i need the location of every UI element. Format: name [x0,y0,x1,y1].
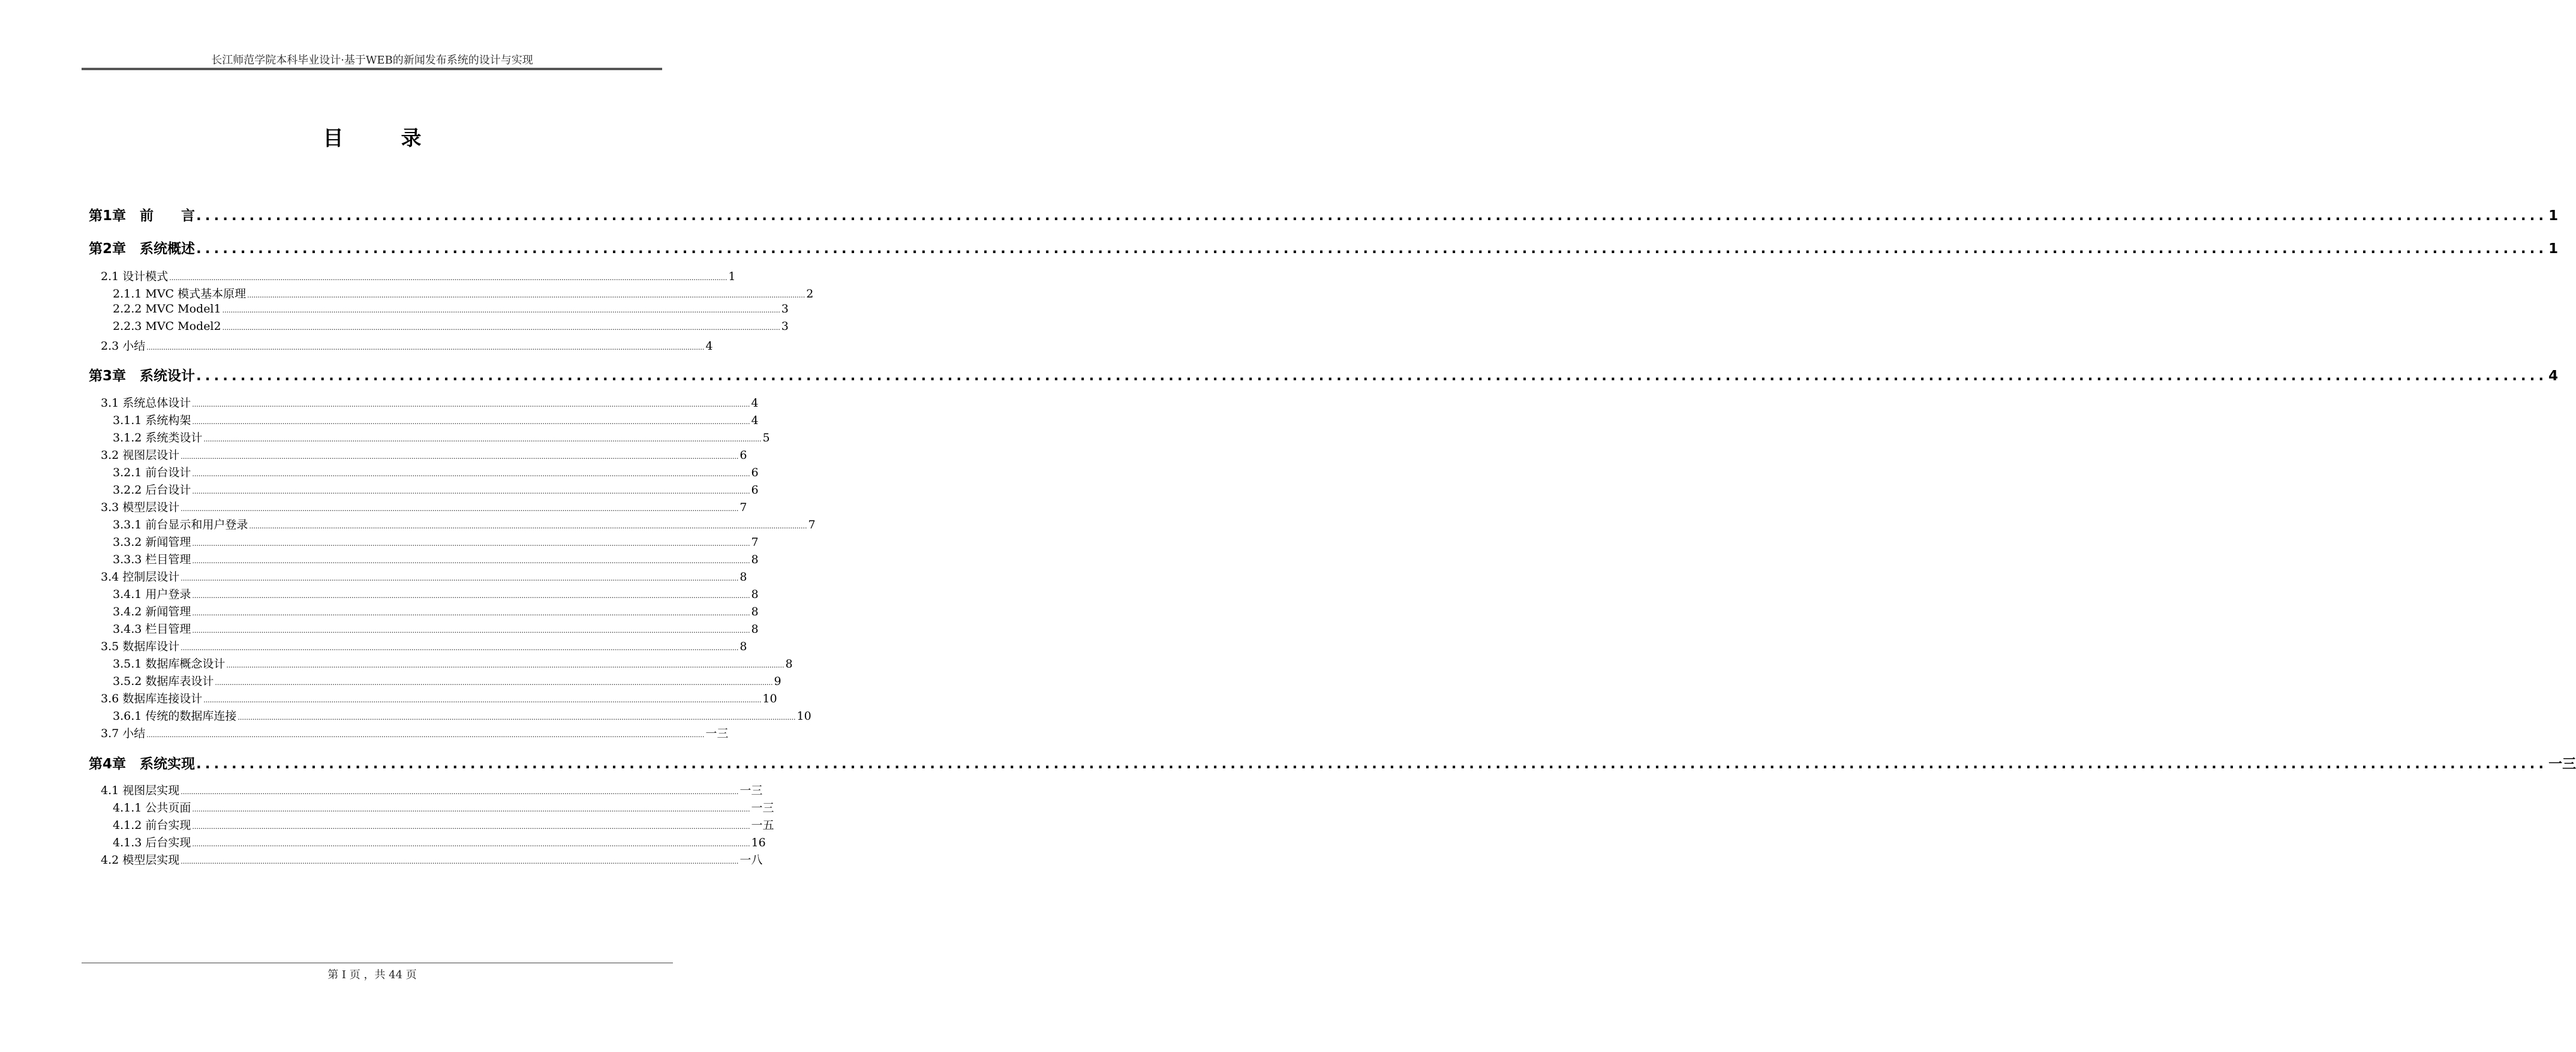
toc-entry[interactable] [113,320,789,333]
dot-leader: .......................................................................................................................................................................................................................................................................... [181,453,739,461]
toc-entry[interactable] [113,603,759,619]
toc-entry[interactable] [113,533,759,549]
toc-entry-title: 3.5 数据库设计 [101,640,180,653]
toc-entry-title: 3.4 控制层设计 [101,570,180,584]
toc-entry[interactable] [113,302,789,315]
toc-entry[interactable] [113,620,759,636]
dot-leader: .......................................................................................................................................................................................................................................................................... [181,644,739,652]
toc-entry-title: 4.1.2 前台实现 [113,819,191,832]
dot-leader: .......................................................................................................................................................................................................................................................................... [222,324,780,332]
toc-entry[interactable] [113,799,774,815]
toc-entry-page: 4 [751,396,759,410]
toc-entry-title: 3.7 小结 [101,727,146,740]
dot-leader: .......................................................................................................................................................................................................................................................................... [192,805,750,813]
toc-entry-title: 2.3 小结 [101,339,146,353]
toc-entry[interactable] [113,411,759,428]
toc-entry[interactable] [89,365,2559,384]
toc-entry[interactable] [113,551,759,567]
toc-entry-title: 第1章 前 言 [89,208,196,224]
toc-entry[interactable] [113,464,759,480]
toc-entry-title: 3.3 模型层设计 [101,501,180,514]
toc-entry-page: 9 [774,675,781,688]
toc-entry-title: 3.2 视图层设计 [101,449,180,462]
dot-leader: .......................................................................................................................................................................................................................................................................... [196,241,2548,257]
toc-entry-title: 3.4.3 栏目管理 [113,623,191,636]
dot-leader: .......................................................................................................................................................................................................................................................................... [192,627,750,635]
toc-entry-title: 3.2.2 后台设计 [113,483,191,497]
toc-entry[interactable] [113,481,759,497]
toc-entry-page: 7 [740,501,747,514]
toc-entry-title: 2.2.2 MVC Model1 [113,302,221,315]
toc-entry[interactable] [101,498,747,515]
dot-leader: .......................................................................................................................................................................................................................................................................... [238,714,796,722]
dot-leader: .......................................................................................................................................................................................................................................................................... [146,344,705,351]
toc-entry[interactable] [113,707,811,723]
dot-leader: .......................................................................................................................................................................................................................................................................... [192,840,750,848]
dot-leader: .......................................................................................................................................................................................................................................................................... [249,522,807,530]
toc-entry-page: 7 [808,518,816,531]
toc-entry-page: 一八 [740,853,763,867]
dot-leader: .......................................................................................................................................................................................................................................................................... [181,858,739,865]
toc-entry-title: 4.1 视图层实现 [101,784,180,797]
running-header: 长江师范学院本科毕业设计·基于WEB的新闻发布系统的设计与实现 [211,54,533,67]
dot-leader: .......................................................................................................................................................................................................................................................................... [192,592,750,600]
toc-entry-title: 3.2.1 前台设计 [113,466,191,479]
toc-entry-page: 6 [751,466,759,479]
toc-entry-page: 6 [740,449,747,462]
toc-entry[interactable] [101,725,729,741]
toc-entry-page: 2 [806,287,814,300]
toc-entry[interactable] [113,834,766,850]
dot-leader: .......................................................................................................................................................................................................................................................................... [203,435,762,443]
toc-entry[interactable] [113,585,759,602]
toc-entry-title: 2.2.3 MVC Model2 [113,320,221,333]
dot-leader: .......................................................................................................................................................................................................................................................................... [146,731,705,739]
toc-entry-title: 2.1 设计模式 [101,270,169,283]
toc-entry-page: 1 [2548,208,2559,224]
toc-entry-page: 一三 [705,727,729,740]
toc-entry[interactable] [113,429,770,445]
toc-entry-page: 8 [740,640,747,653]
toc-entry-title: 3.3.2 新闻管理 [113,536,191,549]
toc-entry[interactable] [101,568,747,584]
toc-entry-page: 一五 [751,819,774,832]
toc-entry-page: 一三 [740,784,763,797]
dot-leader: .......................................................................................................................................................................................................................................................................... [181,575,739,582]
toc-entry-page: 6 [751,483,759,497]
dot-leader: .......................................................................................................................................................................................................................................................................... [226,662,784,669]
dot-leader: .......................................................................................................................................................................................................................................................................... [215,679,773,687]
toc-entry[interactable] [101,446,747,462]
toc-entry-title: 3.4.2 新闻管理 [113,605,191,618]
dot-leader: .......................................................................................................................................................................................................................................................................... [192,823,750,831]
dot-leader: .......................................................................................................................................................................................................................................................................... [181,788,739,796]
toc-entry-page: 8 [751,605,759,618]
toc-entry-title: 3.3.1 前台显示和用户登录 [113,518,248,531]
toc-entry-page: 3 [781,320,789,333]
toc-title-char-2: 录 [401,127,422,151]
toc-entry[interactable] [101,337,713,353]
toc-entry-page: 3 [781,302,789,315]
dot-leader: .......................................................................................................................................................................................................................................................................... [203,696,762,704]
toc-entry[interactable] [101,267,736,284]
toc-entry-title: 3.1.2 系统类设计 [113,431,203,444]
toc-entry[interactable] [101,638,747,654]
toc-entry-page: 4 [705,339,713,353]
toc-entry-page: 8 [751,588,759,601]
toc-entry-page: 5 [762,431,770,444]
dot-leader: .......................................................................................................................................................................................................................................................................... [181,505,739,513]
toc-entry-title: 4.1.1 公共页面 [113,801,191,814]
toc-entry-page: 16 [751,836,766,849]
dot-leader: .......................................................................................................................................................................................................................................................................... [192,488,750,495]
toc-entry[interactable] [101,394,759,410]
toc-entry-title: 第4章 系统实现 [89,756,196,772]
toc-entry-page: 8 [751,553,759,566]
toc-entry-title: 第2章 系统概述 [89,241,196,257]
dot-leader: .......................................................................................................................................................................................................................................................................... [222,306,780,314]
toc-entry-page: 8 [740,570,747,584]
toc-entry-title: 3.1 系统总体设计 [101,396,191,410]
dot-leader: .......................................................................................................................................................................................................................................................................... [192,418,750,426]
toc-entry-title: 4.1.3 后台实现 [113,836,191,849]
toc-entry-page: 10 [762,692,777,705]
toc-entry-page: 1 [2548,241,2559,257]
toc-entry-title: 3.1.1 系统构架 [113,414,191,427]
dot-leader: .......................................................................................................................................................................................................................................................................... [196,208,2548,224]
toc-entry-page: 一三 [751,801,774,814]
toc-entry[interactable] [113,672,781,689]
toc-title [0,122,744,151]
toc-entry[interactable] [113,285,814,301]
toc-entry-title: 3.6.1 传统的数据库连接 [113,710,237,723]
toc-entry[interactable] [113,516,816,532]
toc-entry[interactable] [89,753,2576,773]
toc-entry-title: 第3章 系统设计 [89,368,196,384]
dot-leader: .......................................................................................................................................................................................................................................................................... [196,368,2548,384]
toc-entry-title: 3.5.2 数据库表设计 [113,675,214,688]
dot-leader: .......................................................................................................................................................................................................................................................................... [169,274,728,282]
toc-entry[interactable] [101,851,763,867]
toc-entry-page: 8 [785,657,793,671]
toc-entry[interactable] [101,690,777,706]
dot-leader: .......................................................................................................................................................................................................................................................................... [192,401,750,408]
toc-entry-title: 3.5.1 数据库概念设计 [113,657,226,671]
toc-entry-page: 8 [751,623,759,636]
dot-leader: .......................................................................................................................................................................................................................................................................... [192,609,750,617]
dot-leader: .......................................................................................................................................................................................................................................................................... [192,540,750,548]
toc-entry-page: 1 [728,270,736,283]
toc-entry-title: 3.6 数据库连接设计 [101,692,203,705]
toc-entry-title: 4.2 模型层实现 [101,853,180,867]
toc-entry-title: 3.3.3 栏目管理 [113,553,191,566]
toc-entry-page: 4 [751,414,759,427]
toc-entry-title: 3.4.1 用户登录 [113,588,191,601]
toc-entry-page: 一三 [2548,756,2576,772]
toc-entry-page: 4 [2548,368,2559,384]
toc-entry[interactable] [89,238,2559,257]
toc-title-char-1: 目 [323,127,344,151]
dot-leader: .......................................................................................................................................................................................................................................................................... [247,291,805,299]
toc-entry[interactable] [113,816,774,832]
header-rule [82,68,662,70]
page-footer: 第 I 页 ，共 44 页 [327,969,417,981]
toc-entry-page: 10 [796,710,811,723]
toc-entry[interactable] [101,782,763,798]
toc-entry[interactable] [89,205,2559,224]
dot-leader: .......................................................................................................................................................................................................................................................................... [192,470,750,478]
toc-entry-page: 7 [751,536,759,549]
dot-leader: .......................................................................................................................................................................................................................................................................... [192,557,750,565]
toc-entry-title: 2.1.1 MVC 模式基本原理 [113,287,247,300]
toc-entry[interactable] [113,655,793,671]
dot-leader: .......................................................................................................................................................................................................................................................................... [196,756,2548,772]
